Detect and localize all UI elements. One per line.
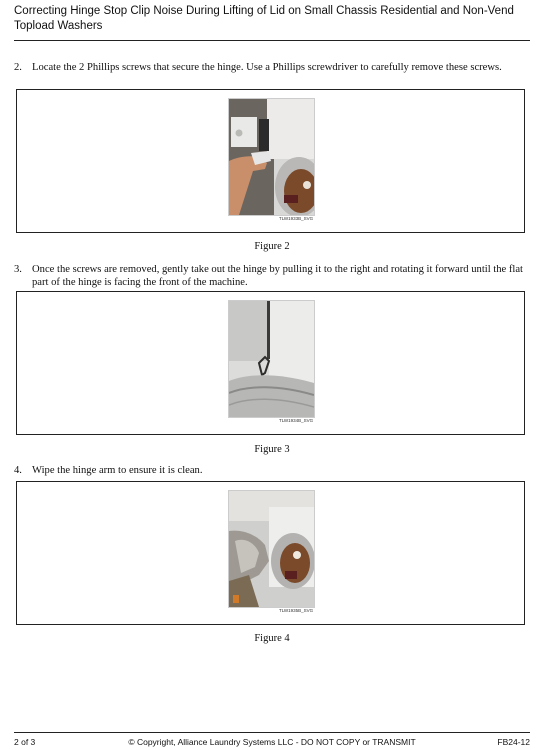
page-number: 2 of 3 <box>14 737 36 747</box>
figure-3-image-code: TLW1934B_SVG <box>279 418 314 423</box>
step-text: Once the screws are removed, gently take out the hinge by pulling it to the right and rotating it forward until the flat part of the hinge is facing the front of the machine. <box>32 264 524 288</box>
figure-4-label: Figure 4 <box>254 633 290 644</box>
header-divider <box>14 40 530 41</box>
figure-3-frame <box>16 291 525 435</box>
figure-2-label: Figure 2 <box>254 241 290 252</box>
figure-4-frame <box>16 481 525 625</box>
step-number: 4. <box>14 465 22 476</box>
figure-4-photo <box>228 490 315 608</box>
footer-divider <box>14 732 530 733</box>
figure-3-photo <box>228 300 315 418</box>
step-text: Wipe the hinge arm to ensure it is clean. <box>32 465 203 476</box>
figure-3-label: Figure 3 <box>254 444 290 455</box>
step-number: 3. <box>14 264 22 275</box>
figure-2-image-code: TLW1933B_SVG <box>279 216 314 221</box>
document-id: FB24-12 <box>497 737 530 747</box>
step-text: Locate the 2 Phillips screws that secure the hinge. Use a Phillips screwdriver to carefully remove these screws. <box>32 62 502 73</box>
copyright-notice: © Copyright, Alliance Laundry Systems LLC - DO NOT COPY or TRANSMIT <box>128 737 416 747</box>
step-number: 2. <box>14 62 22 73</box>
figure-2-photo <box>228 98 315 216</box>
document-title: Correcting Hinge Stop Clip Noise During Lifting of Lid on Small Chassis Residential and Non-Vend Topload Washers <box>14 5 514 32</box>
figure-4-image-code: TLW1935B_SVG <box>279 608 314 613</box>
figure-2-frame <box>16 89 525 233</box>
